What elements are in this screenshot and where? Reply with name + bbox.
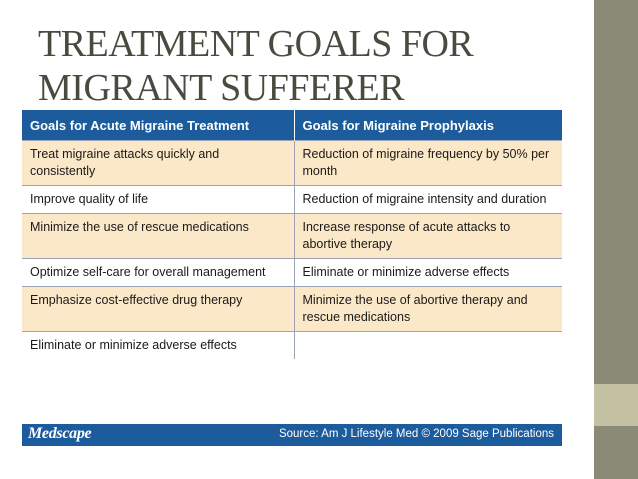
- prophylaxis-goal-cell: [294, 332, 562, 360]
- prophylaxis-goal-cell: Increase response of acute attacks to abortive therapy: [294, 214, 562, 259]
- header-prophylaxis-goals: Goals for Migraine Prophylaxis: [294, 110, 562, 141]
- slide-title-line-1: TREATMENT GOALS FOR: [38, 23, 474, 65]
- header-acute-goals: Goals for Acute Migraine Treatment: [22, 110, 294, 141]
- goals-table-container: [22, 110, 562, 359]
- prophylaxis-goal-cell: Eliminate or minimize adverse effects: [294, 259, 562, 287]
- table-row: [22, 332, 562, 360]
- source-footer: [22, 424, 562, 446]
- goals-table: [22, 110, 562, 359]
- slide-title-line-2: MIGRANT SUFFERER: [38, 67, 405, 109]
- decorative-side-bar: [594, 0, 638, 479]
- table-row: [22, 287, 562, 332]
- acute-goal-cell: Treat migraine attacks quickly and consistently: [22, 141, 294, 186]
- decorative-side-accent: [594, 384, 638, 426]
- prophylaxis-goal-cell: Reduction of migraine frequency by 50% per month: [294, 141, 562, 186]
- prophylaxis-goal-cell: Reduction of migraine intensity and duration: [294, 186, 562, 214]
- medscape-logo: Medscape: [28, 425, 92, 442]
- acute-goal-cell: Minimize the use of rescue medications: [22, 214, 294, 259]
- source-citation: Source: Am J Lifestyle Med © 2009 Sage Publications: [278, 428, 554, 440]
- acute-goal-cell: Optimize self-care for overall management: [22, 259, 294, 287]
- table-row: [22, 141, 562, 186]
- table-row: [22, 214, 562, 259]
- table-row: [22, 259, 562, 287]
- acute-goal-cell: Improve quality of life: [22, 186, 294, 214]
- acute-goal-cell: Eliminate or minimize adverse effects: [22, 332, 294, 360]
- slide-title: [38, 22, 558, 110]
- table-row: [22, 186, 562, 214]
- acute-goal-cell: Emphasize cost-effective drug therapy: [22, 287, 294, 332]
- prophylaxis-goal-cell: Minimize the use of abortive therapy and rescue medications: [294, 287, 562, 332]
- table-header-row: [22, 110, 562, 141]
